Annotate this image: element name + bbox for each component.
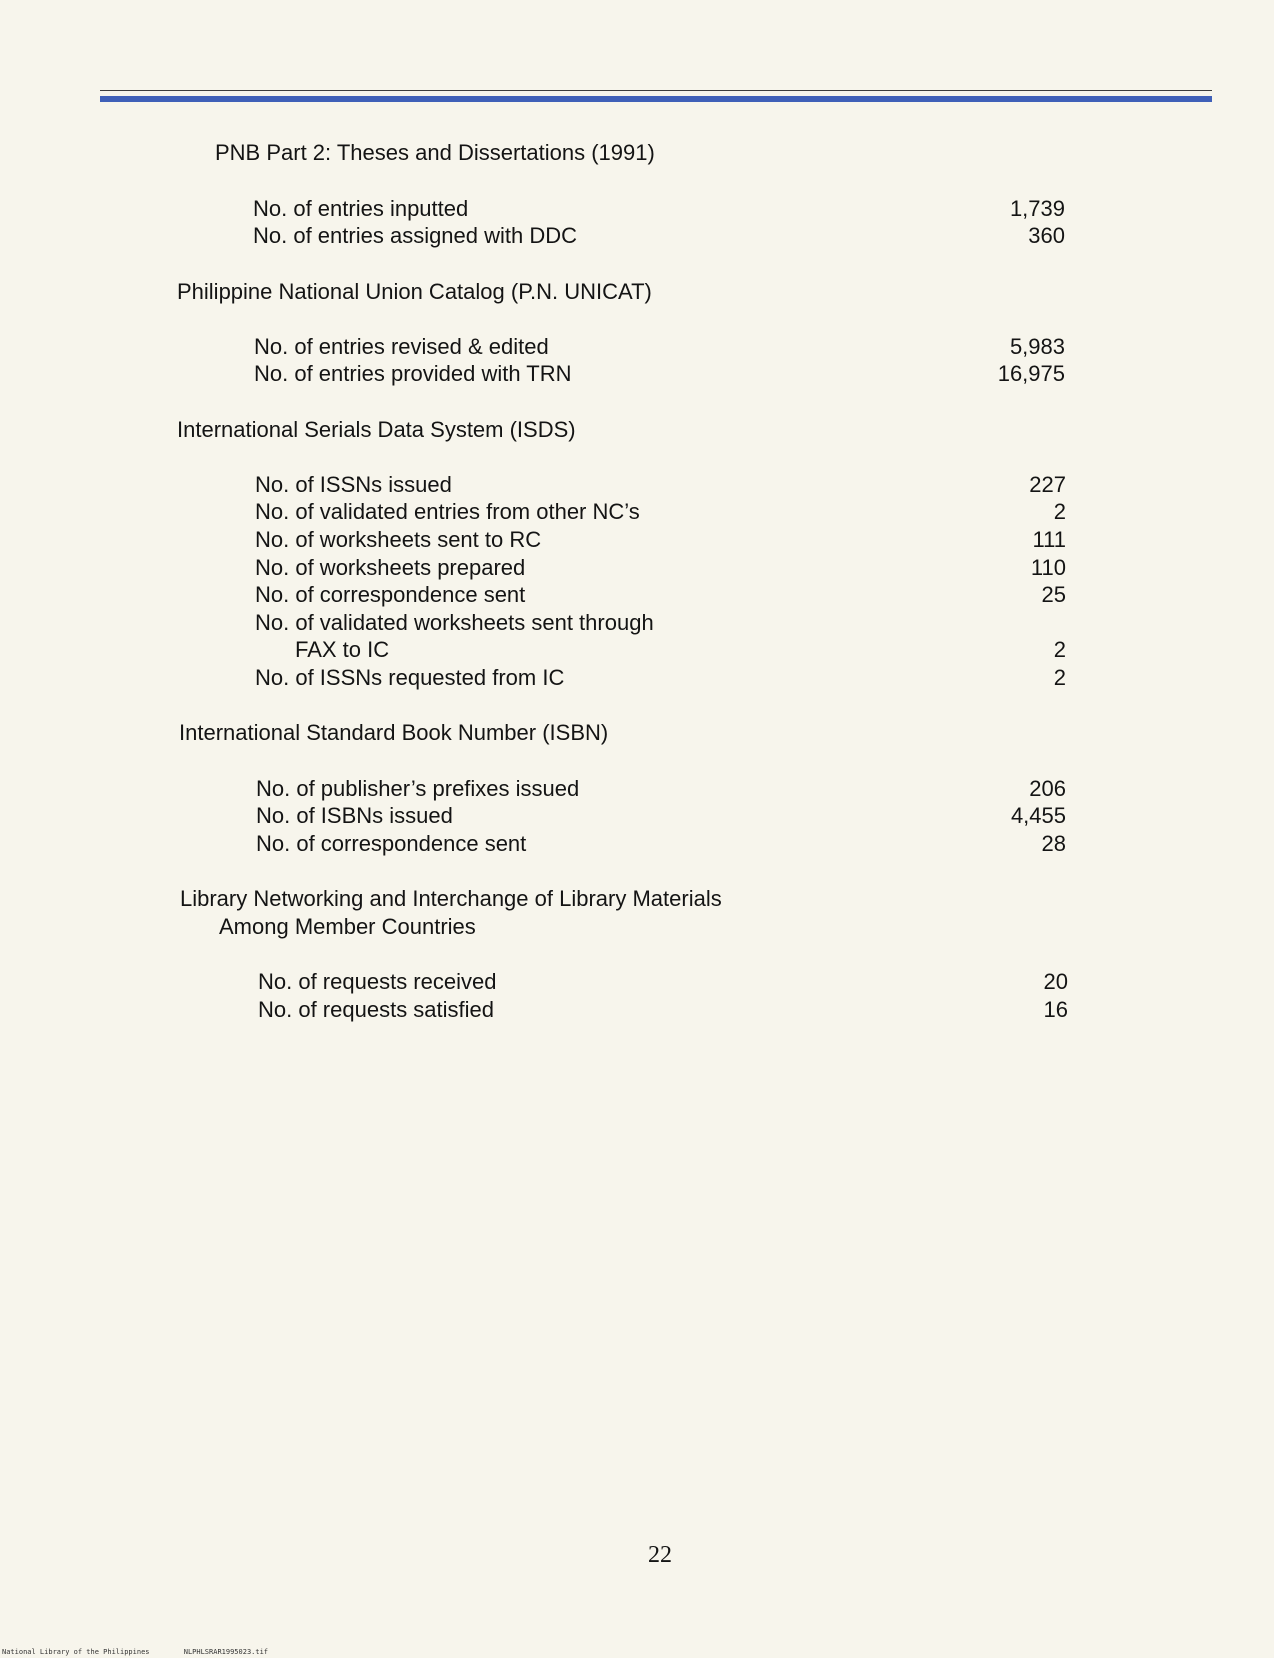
section-heading-library-networking: Library Networking and Interchange of Library Materials (180, 886, 722, 911)
stat-value: 5,983 (1009, 334, 1065, 359)
section-heading-unicat: Philippine National Union Catalog (P.N. UNICAT) (177, 279, 652, 304)
stat-label: No. of entries assigned with DDC (253, 223, 578, 248)
stat-value: 110 (1030, 555, 1066, 580)
stat-value: 2 (1053, 637, 1066, 662)
stat-label: No. of requests received (258, 969, 497, 994)
stat-value: 16,975 (997, 361, 1065, 386)
stat-label: No. of requests satisfied (258, 997, 495, 1022)
stat-label: No. of ISBNs issued (256, 803, 453, 828)
stat-value: 16 (1043, 997, 1068, 1022)
stat-value: 2 (1053, 665, 1066, 690)
stat-value: 2 (1053, 499, 1066, 524)
stat-label: No. of worksheets sent to RC (255, 527, 542, 552)
stat-label: No. of entries provided with TRN (254, 361, 572, 386)
stat-label: No. of ISSNs issued (255, 472, 452, 497)
stat-value: 4,455 (1010, 803, 1066, 828)
stat-value: 1,739 (1009, 196, 1065, 221)
page-number: 22 (648, 1542, 672, 1568)
header-rule-thin (100, 90, 1212, 91)
stat-label: No. of ISSNs requested from IC (255, 665, 565, 690)
header-rule-blue (100, 96, 1212, 102)
stat-label: FAX to IC (295, 637, 390, 662)
section-heading-isds: International Serials Data System (ISDS) (177, 417, 576, 442)
stat-label: No. of entries inputted (253, 196, 469, 221)
section-heading-isbn: International Standard Book Number (ISBN) (179, 720, 609, 745)
stat-label: No. of validated worksheets sent through (255, 610, 654, 635)
footer-file-id: NLPHLSRAR1995023.tif (183, 1648, 269, 1656)
stat-value: 206 (1029, 776, 1066, 801)
scan-footer (2, 1648, 298, 1656)
section-heading-library-networking-line2: Among Member Countries (219, 914, 476, 939)
stat-label: No. of publisher’s prefixes issued (256, 776, 580, 801)
stat-value: 20 (1043, 969, 1068, 994)
stat-label: No. of correspondence sent (256, 831, 527, 856)
stat-label: No. of entries revised & edited (254, 334, 549, 359)
stat-value: 28 (1041, 831, 1066, 856)
stat-value: 360 (1028, 223, 1065, 248)
stat-value: 25 (1041, 582, 1066, 607)
stat-value: 227 (1029, 472, 1066, 497)
stat-value: 111 (1032, 527, 1066, 552)
section-heading-pnb-part2: PNB Part 2: Theses and Dissertations (1991) (215, 140, 655, 165)
stat-label: No. of correspondence sent (255, 582, 526, 607)
footer-institution: National Library of the Philippines (2, 1648, 150, 1656)
stat-label: No. of validated entries from other NC’s (255, 499, 640, 524)
stat-label: No. of worksheets prepared (255, 555, 526, 580)
